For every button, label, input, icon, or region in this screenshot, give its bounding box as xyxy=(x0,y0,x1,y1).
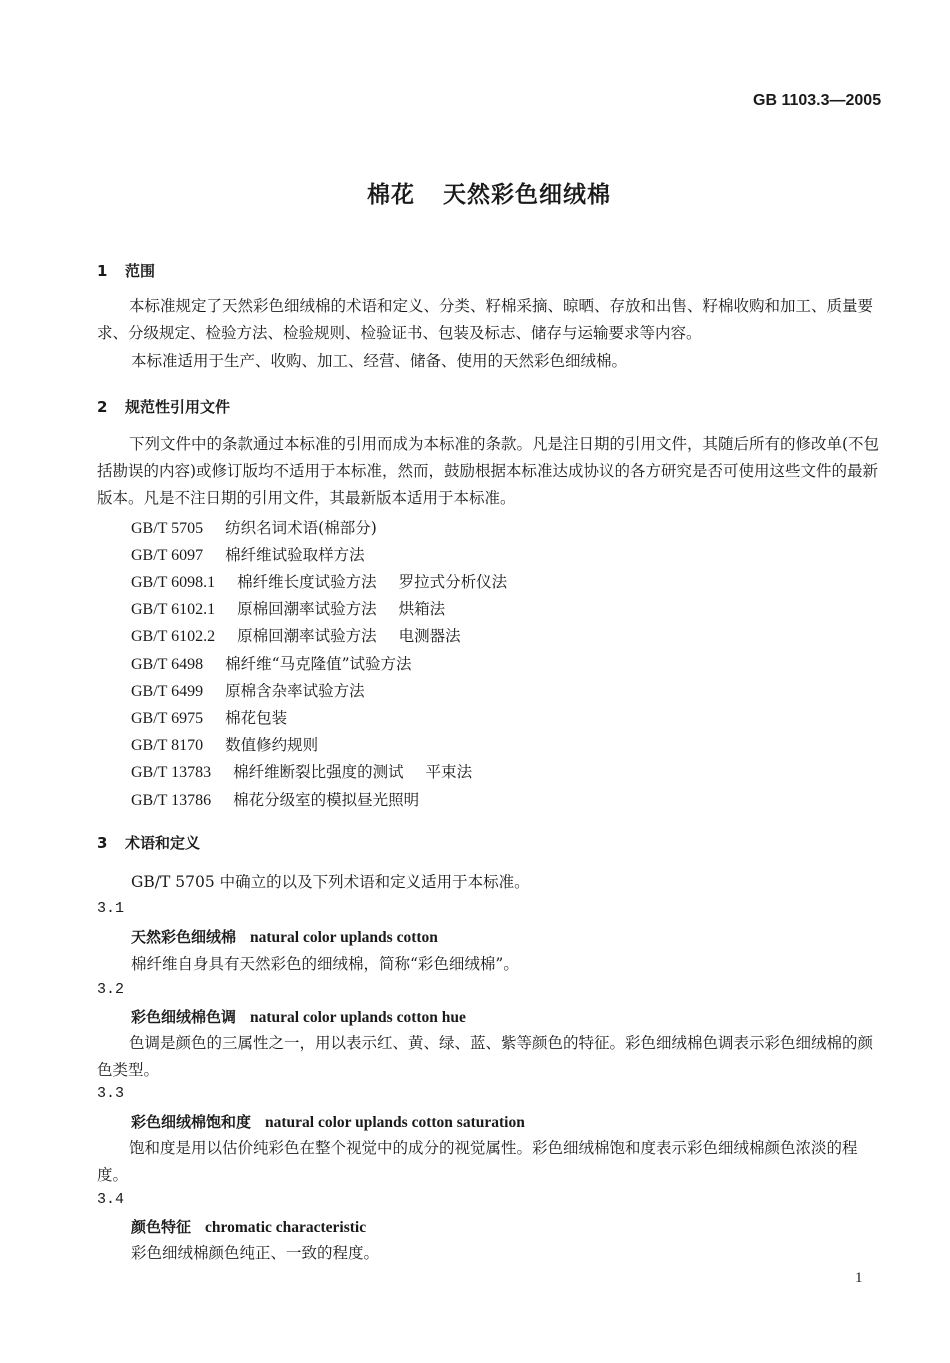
page-number: 1 xyxy=(855,1270,863,1286)
term-chinese: 天然彩色细绒棉 xyxy=(131,928,237,946)
section-title: 规范性引用文件 xyxy=(125,398,231,416)
reference-item xyxy=(131,543,365,565)
term-heading xyxy=(131,1111,525,1132)
term-number: 3.3 xyxy=(97,1085,125,1102)
reference-title: 棉纤维试验取样方法 xyxy=(225,546,365,564)
section-number: 2 xyxy=(97,398,108,416)
reference-title: 棉花包装 xyxy=(225,709,288,727)
term-chinese: 彩色细绒棉色调 xyxy=(131,1008,237,1026)
reference-subtitle: 平束法 xyxy=(425,763,473,781)
reference-code: GB/T 8170 xyxy=(131,737,204,754)
reference-item xyxy=(131,679,365,701)
reference-title: 原棉回潮率试验方法 xyxy=(237,600,377,618)
reference-title: 棉花分级室的模拟昼光照明 xyxy=(233,791,420,809)
term-heading xyxy=(131,1216,366,1237)
reference-code: GB/T 6975 xyxy=(131,710,204,727)
reference-code: GB/T 6102.1 xyxy=(131,601,216,618)
reference-item xyxy=(131,788,419,810)
reference-title: 数值修约规则 xyxy=(225,736,319,754)
term-heading xyxy=(131,1006,466,1027)
reference-code: GB/T 6097 xyxy=(131,547,204,564)
term-definition: 饱和度是用以估价纯彩色在整个视觉中的成分的视觉属性。彩色细绒棉饱和度表示彩色细绒棉颜色浓淡的程度。 xyxy=(97,1139,858,1184)
term-chinese: 颜色特征 xyxy=(131,1218,192,1236)
reference-code: GB/T 5705 xyxy=(131,520,204,537)
reference-item xyxy=(131,733,318,755)
reference-code: GB/T 6098.1 xyxy=(131,574,216,591)
reference-title: 棉纤维“马克隆值”试验方法 xyxy=(225,655,412,673)
section-1-paragraph-1: 本标准规定了天然彩色细绒棉的术语和定义、分类、籽棉采摘、晾晒、存放和出售、籽棉收购和加工、质量要求、分级规定、检验方法、检验规则、检验证书、包装及标志、储存与运输要求等内容。 xyxy=(97,297,874,342)
reference-code: GB/T 6498 xyxy=(131,656,204,673)
reference-item xyxy=(131,570,507,592)
term-definition: 彩色细绒棉颜色纯正、一致的程度。 xyxy=(131,1244,380,1262)
section-2-heading xyxy=(97,396,230,417)
section-title: 范围 xyxy=(125,262,156,280)
term-number: 3.4 xyxy=(97,1191,125,1208)
reference-item xyxy=(131,760,472,782)
term-chinese: 彩色细绒棉饱和度 xyxy=(131,1113,252,1131)
section-3-intro: GB/T 5705 中确立的以及下列术语和定义适用于本标准。 xyxy=(131,873,530,891)
reference-title: 棉纤维断裂比强度的测试 xyxy=(233,763,404,781)
term-definition: 棉纤维自身具有天然彩色的细绒棉，简称“彩色细绒棉”。 xyxy=(131,955,519,973)
term-english: natural color uplands cotton saturation xyxy=(265,1114,525,1131)
term-number: 3.1 xyxy=(97,900,125,917)
reference-code: GB/T 13786 xyxy=(131,792,212,809)
reference-title: 原棉回潮率试验方法 xyxy=(237,627,377,645)
title-part-2: 天然彩色细绒棉 xyxy=(443,182,611,208)
section-number: 3 xyxy=(97,834,108,852)
term-heading xyxy=(131,926,438,947)
section-2-paragraph: 下列文件中的条款通过本标准的引用而成为本标准的条款。凡是注日期的引用文件，其随后所有的修改单(不包括勘误的内容)或修订版均不适用于本标准，然而，鼓励根据本标准达成协议的各方研究是否可使用这些文件的最新版本。凡是不注日期的引用文件，其最新版本适用于本标准。 xyxy=(97,435,880,507)
reference-title: 棉纤维长度试验方法 xyxy=(237,573,377,591)
title-part-1: 棉花 xyxy=(367,182,415,208)
reference-item xyxy=(131,597,445,619)
reference-title: 纺织名词术语(棉部分) xyxy=(225,519,377,537)
reference-code: GB/T 13783 xyxy=(131,764,212,781)
section-1-paragraph-2: 本标准适用于生产、收购、加工、经营、储备、使用的天然彩色细绒棉。 xyxy=(131,352,628,370)
section-1-heading xyxy=(97,260,155,281)
term-number: 3.2 xyxy=(97,981,125,998)
term-english: natural color uplands cotton xyxy=(250,929,438,946)
term-definition: 色调是颜色的三属性之一，用以表示红、黄、绿、蓝、紫等颜色的特征。彩色细绒棉色调表示彩色细绒棉的颜色类型。 xyxy=(97,1034,874,1079)
reference-item xyxy=(131,706,287,728)
reference-subtitle: 烘箱法 xyxy=(398,600,446,618)
section-number: 1 xyxy=(97,262,108,280)
reference-subtitle: 罗拉式分析仪法 xyxy=(398,573,508,591)
reference-subtitle: 电测器法 xyxy=(398,627,461,645)
term-english: chromatic characteristic xyxy=(205,1219,367,1236)
reference-item xyxy=(131,652,412,674)
section-3-heading xyxy=(97,832,200,853)
document-title xyxy=(0,176,950,209)
term-english: natural color uplands cotton hue xyxy=(250,1009,466,1026)
standard-code: GB 1103.3—2005 xyxy=(753,92,882,109)
section-title: 术语和定义 xyxy=(125,834,201,852)
reference-code: GB/T 6102.2 xyxy=(131,628,216,645)
reference-title: 原棉含杂率试验方法 xyxy=(225,682,365,700)
reference-item xyxy=(131,516,377,538)
reference-code: GB/T 6499 xyxy=(131,683,204,700)
reference-item xyxy=(131,624,461,646)
